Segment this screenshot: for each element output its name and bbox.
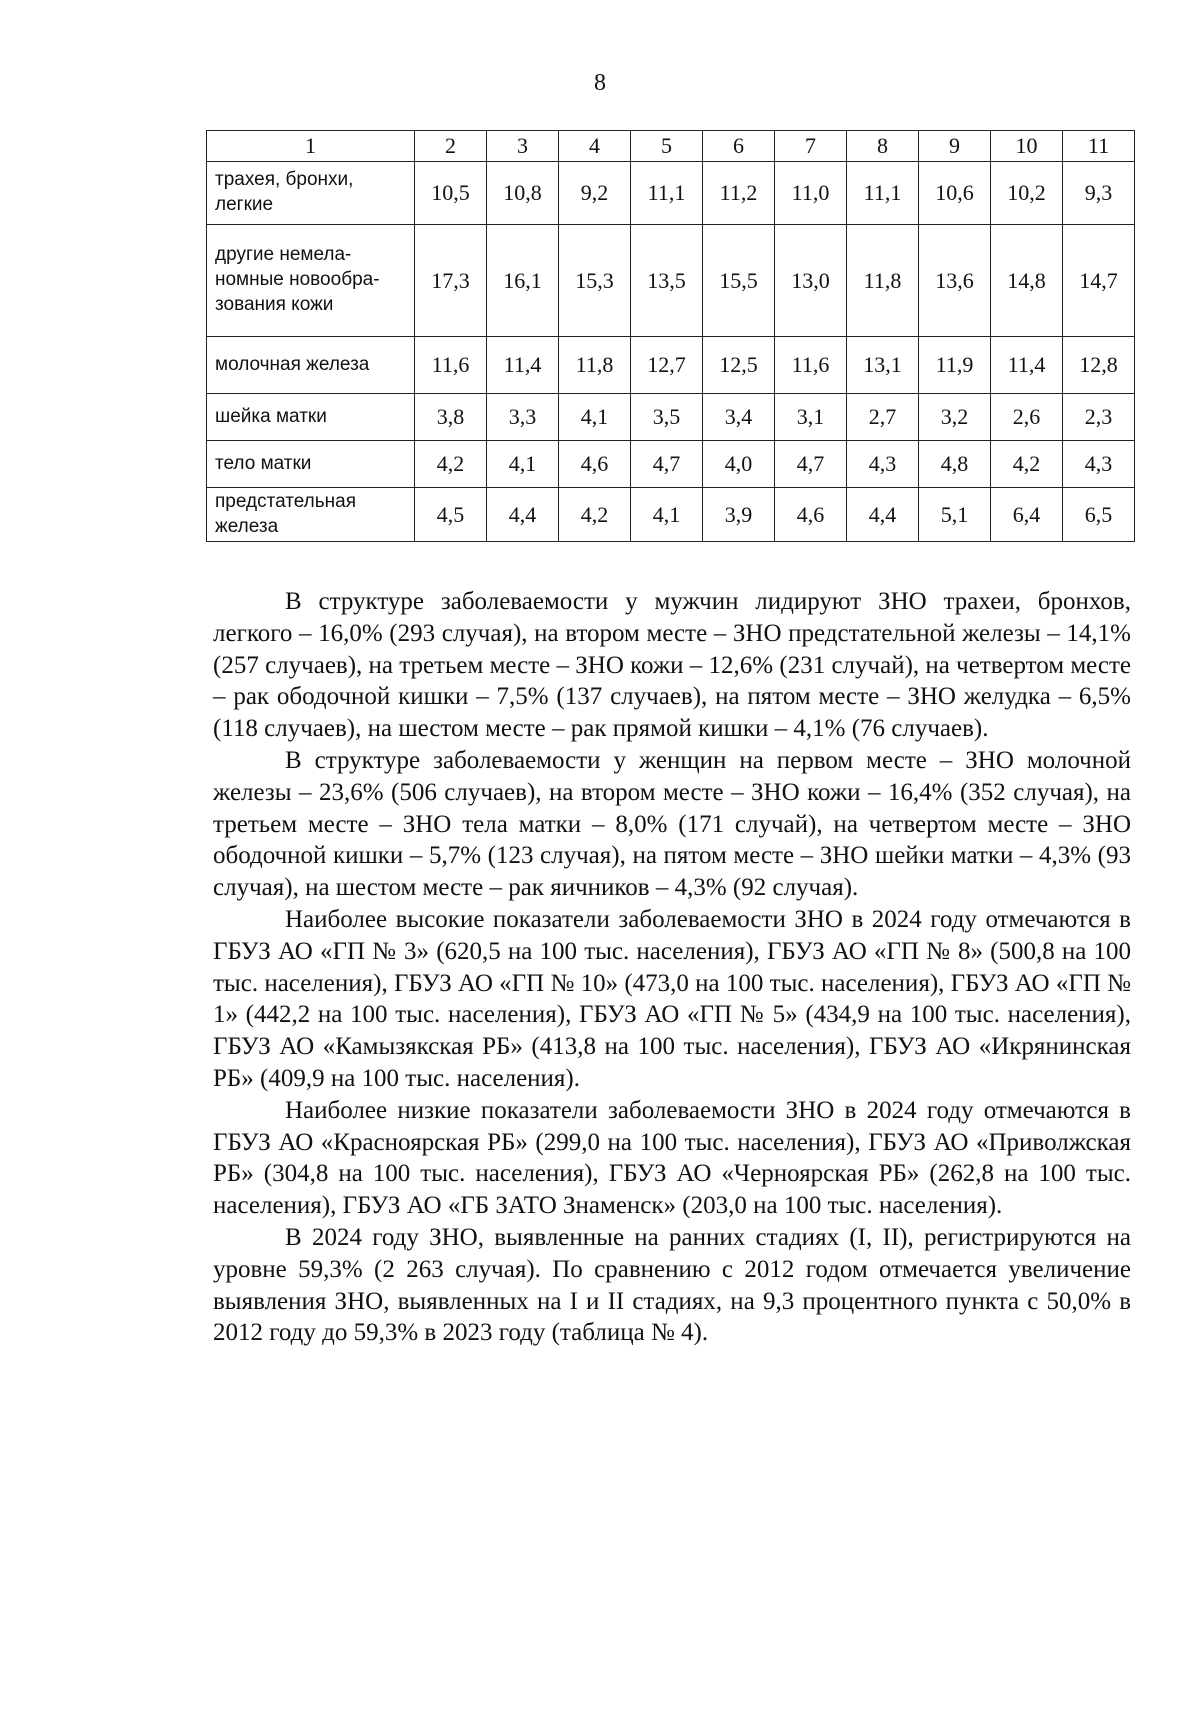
table-cell: 3,2 [919, 394, 991, 441]
body-text [213, 586, 1131, 1349]
table-cell: 4,5 [415, 488, 487, 542]
table-cell: 4,1 [559, 394, 631, 441]
table-cell: 11,9 [919, 337, 991, 394]
table-cell: 2,7 [847, 394, 919, 441]
table-cell: 4,3 [1063, 441, 1135, 488]
column-header: 8 [847, 131, 919, 162]
table-cell: 4,6 [559, 441, 631, 488]
table-cell: 4,0 [703, 441, 775, 488]
table-cell: 11,4 [991, 337, 1063, 394]
table-header-row [207, 131, 1135, 162]
table-cell: 11,1 [631, 162, 703, 225]
table-cell: 4,2 [991, 441, 1063, 488]
table-cell: 3,9 [703, 488, 775, 542]
column-header: 10 [991, 131, 1063, 162]
row-label: тело матки [207, 441, 415, 488]
column-header: 7 [775, 131, 847, 162]
table-cell: 11,0 [775, 162, 847, 225]
table-row [207, 394, 1135, 441]
column-header: 6 [703, 131, 775, 162]
table-cell: 3,1 [775, 394, 847, 441]
table-cell: 12,8 [1063, 337, 1135, 394]
table-cell: 12,7 [631, 337, 703, 394]
table-cell: 6,4 [991, 488, 1063, 542]
table-cell: 2,6 [991, 394, 1063, 441]
paragraph: В 2024 году ЗНО, выявленные на ранних стадиях (I, II), регистрируются на уровне 59,3% (2 263 случая). По сравнению с 2012 годом отмечается увеличение выявления ЗНО, выявленных на I и II стадиях, на 9,3 процентного пункта с 50,0% в 2012 году до 59,3% в 2023 году (таблица № 4). [213, 1223, 1131, 1347]
table-cell: 11,8 [559, 337, 631, 394]
table-cell: 11,1 [847, 162, 919, 225]
table-cell: 4,1 [487, 441, 559, 488]
table-row [207, 337, 1135, 394]
table-cell: 3,4 [703, 394, 775, 441]
table-cell: 10,8 [487, 162, 559, 225]
table-cell: 2,3 [1063, 394, 1135, 441]
table-cell: 4,7 [775, 441, 847, 488]
table-cell: 13,1 [847, 337, 919, 394]
table-cell: 10,5 [415, 162, 487, 225]
table-row [207, 225, 1135, 337]
table-cell: 3,3 [487, 394, 559, 441]
table-cell: 13,5 [631, 225, 703, 337]
table-cell: 6,5 [1063, 488, 1135, 542]
table-cell: 14,8 [991, 225, 1063, 337]
table-cell: 16,1 [487, 225, 559, 337]
table-row [207, 162, 1135, 225]
table-cell: 13,0 [775, 225, 847, 337]
table-cell: 11,4 [487, 337, 559, 394]
table-cell: 3,8 [415, 394, 487, 441]
table-cell: 4,7 [631, 441, 703, 488]
table-cell: 4,6 [775, 488, 847, 542]
paragraph: В структуре заболеваемости у мужчин лидируют ЗНО трахеи, бронхов, легкого – 16,0% (293 случая), на втором месте – ЗНО предстательной железы – 14,1% (257 случаев), на третьем месте – ЗНО кожи – 12,6% (231 случай), на четвертом месте – рак ободочной кишки – 7,5% (137 случаев), на пятом месте – ЗНО желудка – 6,5% (118 случаев), на шестом месте – рак прямой кишки – 4,1% (76 случаев). [213, 588, 1131, 743]
column-header: 9 [919, 131, 991, 162]
table-row [207, 488, 1135, 542]
table-cell: 9,3 [1063, 162, 1135, 225]
table-cell: 4,2 [415, 441, 487, 488]
table-cell: 11,6 [775, 337, 847, 394]
column-header: 1 [207, 131, 415, 162]
table-cell: 4,2 [559, 488, 631, 542]
row-label: другие немела-номные новообра-зования кожи [207, 225, 415, 337]
table-cell: 4,4 [847, 488, 919, 542]
column-header: 11 [1063, 131, 1135, 162]
paragraph: Наиболее низкие показатели заболеваемости ЗНО в 2024 году отмечаются в ГБУЗ АО «Красноярская РБ» (299,0 на 100 тыс. населения), ГБУЗ АО «Приволжская РБ» (304,8 на 100 тыс. населения), ГБУЗ АО «Черноярская РБ» (262,8 на 100 тыс. населения), ГБУЗ АО «ГБ ЗАТО Знаменск» (203,0 на 100 тыс. населения). [213, 1096, 1131, 1220]
table-cell: 10,2 [991, 162, 1063, 225]
paragraph: Наиболее высокие показатели заболеваемости ЗНО в 2024 году отмечаются в ГБУЗ АО «ГП № 3» (620,5 на 100 тыс. населения), ГБУЗ АО «ГП № 8» (500,8 на 100 тыс. населения), ГБУЗ АО «ГП № 10» (473,0 на 100 тыс. населения), ГБУЗ АО «ГП № 1» (442,2 на 100 тыс. населения), ГБУЗ АО «ГП № 5» (434,9 на 100 тыс. населения), ГБУЗ АО «Камызякская РБ» (413,8 на 100 тыс. населения), ГБУЗ АО «Икрянинская РБ» (409,9 на 100 тыс. населения). [213, 905, 1131, 1092]
table-cell: 12,5 [703, 337, 775, 394]
row-label: молочная железа [207, 337, 415, 394]
table-cell: 5,1 [919, 488, 991, 542]
table-cell: 9,2 [559, 162, 631, 225]
table-cell: 10,6 [919, 162, 991, 225]
column-header: 4 [559, 131, 631, 162]
table-cell: 11,2 [703, 162, 775, 225]
row-label: предстательная железа [207, 488, 415, 542]
row-label: шейка матки [207, 394, 415, 441]
incidence-table [206, 130, 1135, 542]
table-cell: 15,5 [703, 225, 775, 337]
row-label: трахея, бронхи, легкие [207, 162, 415, 225]
table-cell: 4,1 [631, 488, 703, 542]
table-cell: 17,3 [415, 225, 487, 337]
column-header: 2 [415, 131, 487, 162]
table-cell: 13,6 [919, 225, 991, 337]
table-cell: 11,6 [415, 337, 487, 394]
column-header: 5 [631, 131, 703, 162]
table-cell: 4,3 [847, 441, 919, 488]
table-cell: 4,8 [919, 441, 991, 488]
table-cell: 4,4 [487, 488, 559, 542]
table-cell: 11,8 [847, 225, 919, 337]
table-cell: 15,3 [559, 225, 631, 337]
paragraph: В структуре заболеваемости у женщин на первом месте – ЗНО молочной железы – 23,6% (506 случаев), на втором месте – ЗНО кожи – 16,4% (352 случая), на третьем месте – ЗНО тела матки – 8,0% (171 случай), на четвертом месте – ЗНО ободочной кишки – 5,7% (123 случая), на пятом месте – ЗНО шейки матки – 4,3% (93 случая), на шестом месте – рак яичников – 4,3% (92 случая). [213, 746, 1131, 902]
page-number: 8 [594, 70, 606, 96]
table-row [207, 441, 1135, 488]
table-cell: 3,5 [631, 394, 703, 441]
column-header: 3 [487, 131, 559, 162]
table-cell: 14,7 [1063, 225, 1135, 337]
